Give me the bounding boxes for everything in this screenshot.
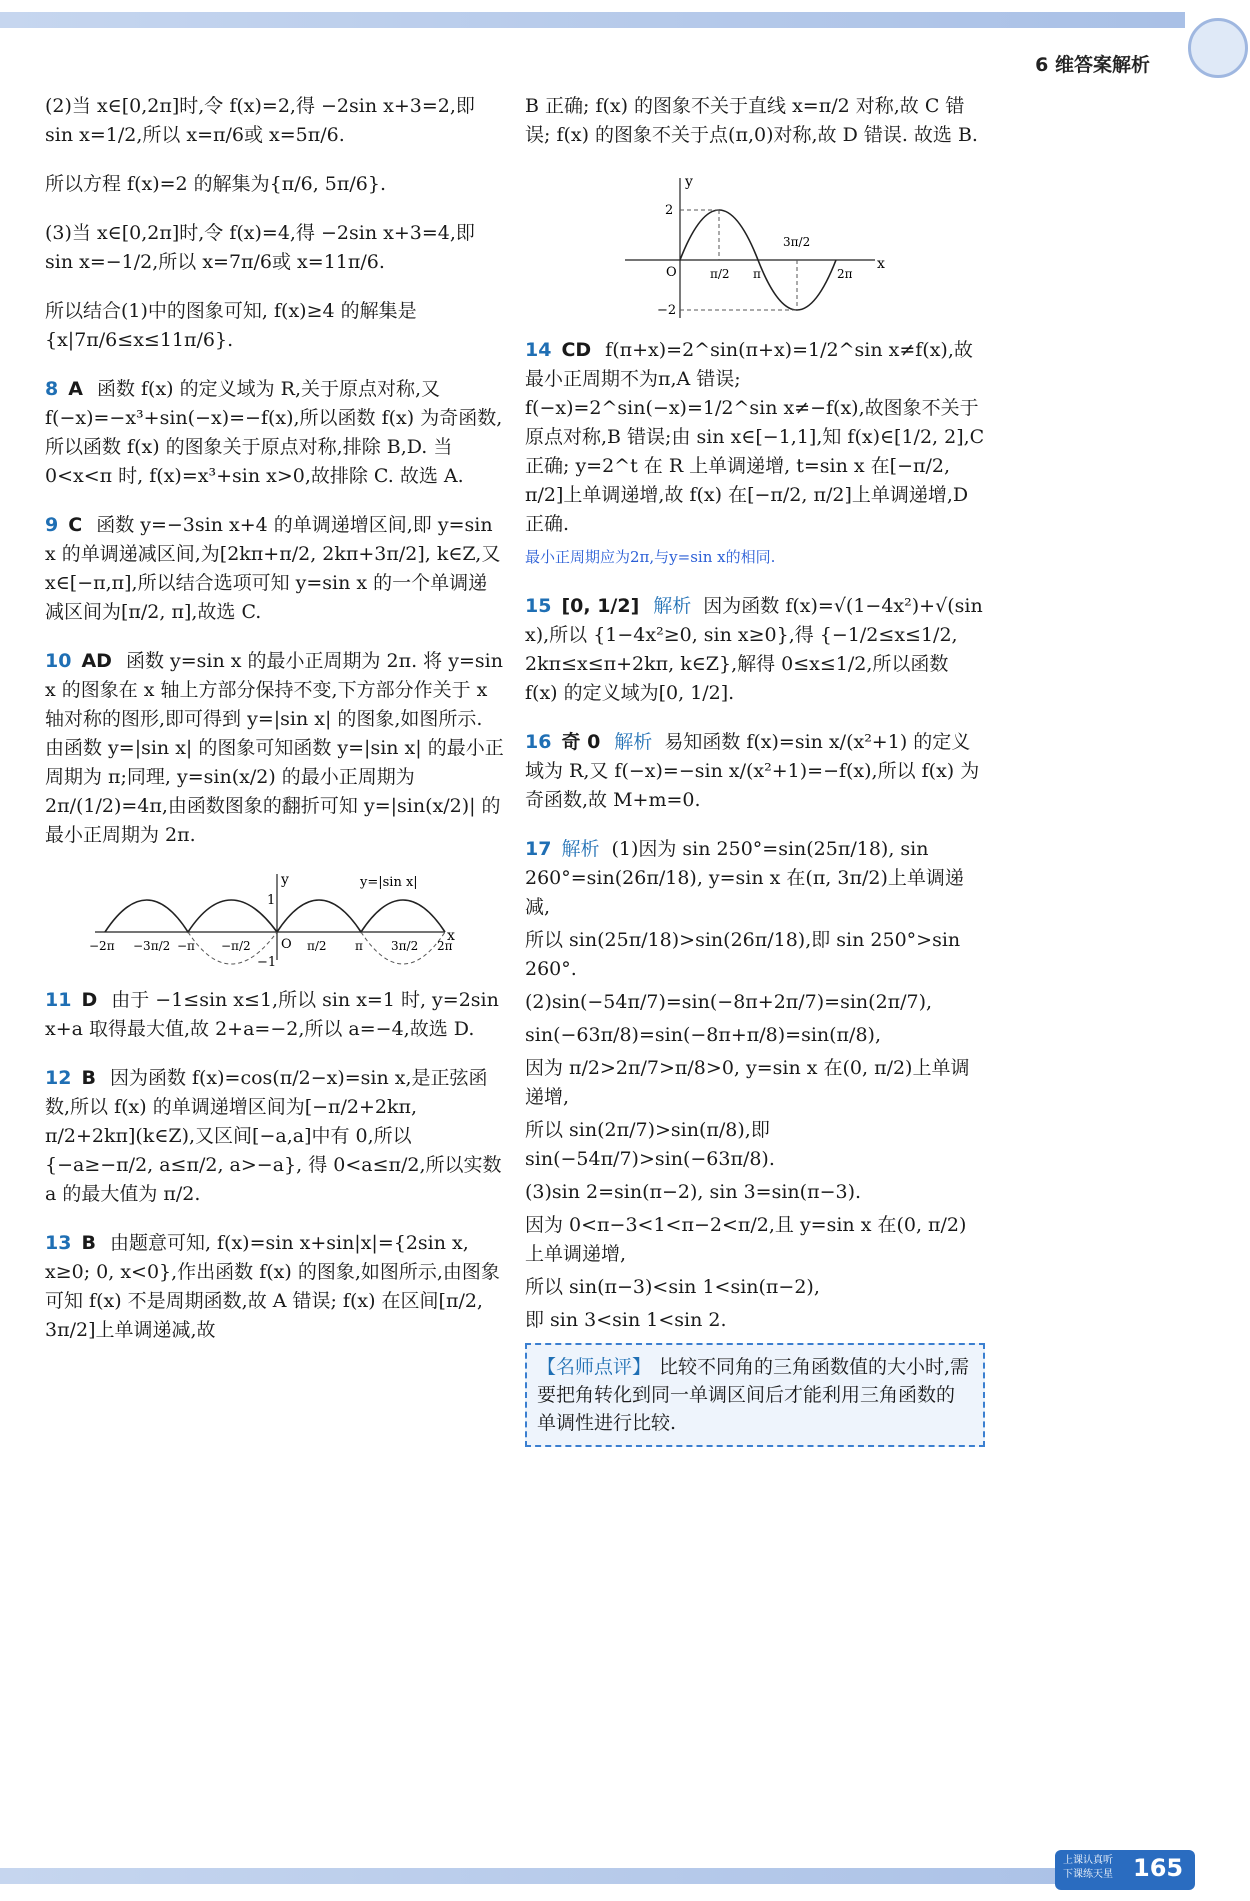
page-number-badge: 上课认真听 下课练天星 165 (1055, 1850, 1195, 1890)
question-17: 17 解析 (1)因为 sin 250°=sin(25π/18), sin 260°=sin(26π/18), y=sin x 在(π, 3π/2)上单调递减, (525, 838, 964, 918)
graph13-y-label: y (685, 174, 693, 190)
question-15: 15 [0, 1/2] 解析 因为函数 f(x)=√(1−4x²)+√(sin x),所以 {1−4x²≥0, sin x≥0},得 {−1/2≤x≤1/2, 2kπ≤x≤π+2kπ, k∈Z},解得 0≤x≤1/2,所以函数 f(x) 的定义域为[0, 1/2]. (525, 595, 983, 704)
question-9: 9 C 函数 y=−3sin x+4 的单调递增区间,即 y=sin x 的单调递减区间,为[2kπ+π/2, 2kπ+3π/2], k∈Z,又 x∈[−π,π],所以结合选项可知 y=sin x 的一个单调递减区间为[π/2, π],故选 C. (45, 514, 501, 623)
graph10-tick: −π (177, 939, 195, 953)
graph10-tick: π/2 (307, 939, 327, 953)
question-8: 8 A 函数 f(x) 的定义域为 R,关于原点对称,又 f(−x)=−x³+sin(−x)=−f(x),所以函数 f(x) 为奇函数,所以函数 f(x) 的图象关于原点对称,排除 B,D. 当 0<x<π 时, f(x)=x³+sin x>0,故排除 C. 故选 A. (45, 378, 503, 487)
abs-sine-graph (45, 870, 505, 970)
part3-solution: 所以结合(1)中的图象可知, f(x)≥4 的解集是{x|7π/6≤x≤11π/6}. (45, 300, 417, 351)
graph13-y2: 2 (665, 203, 674, 218)
q17-line: (2)sin(−54π/7)=sin(−8π+2π/7)=sin(2π/7), (525, 991, 933, 1013)
q17-line: 所以 sin(π−3)<sin 1<sin(π−2), (525, 1276, 820, 1298)
top-decor-bar (0, 12, 1185, 28)
question-12: 12 B 因为函数 f(x)=cos(π/2−x)=sin x,是正弦函数,所以 f(x) 的单调递增区间为[−π/2+2kπ, π/2+2kπ](k∈Z),又区间[−a,a]中有 0,所以 {−a≥−π/2, a≤π/2, a>−a}, 得 0<a≤π/2,所以实数 a 的最大值为 π/2. (45, 1067, 502, 1205)
graph10-tick: 3π/2 (391, 939, 419, 953)
q13-continued: B 正确; f(x) 的图象不关于直线 x=π/2 对称,故 C 错误; f(x) 的图象不关于点(π,0)对称,故 D 错误. 故选 B. (525, 95, 978, 146)
bottom-decor-bar (0, 1868, 1185, 1884)
q17-line: 所以 sin(2π/7)>sin(π/8),即 sin(−54π/7)>sin(−63π/8). (525, 1119, 775, 1170)
graph10-tick: π (355, 939, 363, 953)
part3-text: (3)当 x∈[0,2π]时,令 f(x)=4,得 −2sin x+3=4,即 sin x=−1/2,所以 x=7π/6或 x=11π/6. (45, 222, 475, 273)
graph13-tick: π (753, 267, 761, 281)
graph10-origin: O (281, 937, 292, 952)
graph10-y1: 1 (267, 893, 276, 908)
graph10-tick: −2π (89, 939, 115, 953)
graph10-yn1: −1 (257, 955, 277, 970)
sine-graph-q13 (525, 170, 985, 320)
left-column (45, 92, 505, 1365)
graph10-x-label: x (447, 928, 455, 944)
graph10-tick: −π/2 (221, 939, 251, 953)
graph13-tick: 3π/2 (783, 235, 811, 249)
graph13-x-label: x (877, 256, 885, 272)
graph10-tick: 2π (437, 939, 453, 953)
question-13: 13 B 由题意可知, f(x)=sin x+sin|x|={2sin x, x≥0; 0, x<0},作出函数 f(x) 的图象,如图所示,由图象可知 f(x) 不是周期函数,故 A 错误; f(x) 在区间[π/2, 3π/2]上单调递减,故 (45, 1232, 500, 1341)
question-10: 10 AD 函数 y=sin x 的最小正周期为 2π. 将 y=sin x 的图象在 x 轴上方部分保持不变,下方部分作关于 x 轴对称的图形,即可得到 y=|sin x| 的图象,如图所示. 由函数 y=|sin x| 的图象可知函数 y=|sin x| 的最小正周期为 π;同理, y=sin(x/2) 的最小正周期为 2π/(1/2)=4π,由函数图象的翻折可知 y=|sin(x/2)| 的最小正周期为 2π. (45, 650, 504, 846)
part2-solution: 所以方程 f(x)=2 的解集为{π/6, 5π/6}. (45, 173, 386, 195)
graph13-origin: O (666, 265, 677, 280)
teacher-comment-box: 【名师点评】 比较不同角的三角函数值的大小时,需要把角转化到同一单调区间后才能利用三角函数的单调性进行比较. (525, 1343, 985, 1447)
section-title: 6 维答案解析 (1035, 54, 1150, 76)
graph10-tick: −3π/2 (133, 939, 171, 953)
q17-line: 即 sin 3<sin 1<sin 2. (525, 1309, 727, 1331)
q17-line: sin(−63π/8)=sin(−8π+π/8)=sin(π/8), (525, 1024, 881, 1046)
graph13-tick: π/2 (710, 267, 730, 281)
page-number: 165 (1133, 1854, 1184, 1882)
graph13-tick: 2π (837, 267, 853, 281)
graph13-yn2: −2 (657, 303, 677, 318)
q17-line: 因为 0<π−3<1<π−2<π/2,且 y=sin x 在(0, π/2)上单调递增, (525, 1214, 967, 1265)
q17-line: 所以 sin(25π/18)>sin(26π/18),即 sin 250°>sin 260°. (525, 929, 961, 980)
right-column (525, 92, 985, 1447)
graph10-y-label: y (281, 872, 289, 888)
part2-text: (2)当 x∈[0,2π]时,令 f(x)=2,得 −2sin x+3=2,即 sin x=1/2,所以 x=π/6或 x=5π/6. (45, 95, 475, 146)
q17-line: 因为 π/2>2π/7>π/8>0, y=sin x 在(0, π/2)上单调递增, (525, 1057, 970, 1108)
mascot-icon (1188, 18, 1248, 78)
question-11: 11 D 由于 −1≤sin x≤1,所以 sin x=1 时, y=2sin x+a 取得最大值,故 2+a=−2,所以 a=−4,故选 D. (45, 989, 499, 1040)
graph10-curve-label: y=|sin x| (360, 875, 418, 890)
q17-line: (3)sin 2=sin(π−2), sin 3=sin(π−3). (525, 1181, 862, 1203)
question-16: 16 奇 0 解析 易知函数 f(x)=sin x/(x²+1) 的定义域为 R,又 f(−x)=−sin x/(x²+1)=−f(x),所以 f(x) 为奇函数,故 M+m=0. (525, 731, 980, 811)
handwritten-note: 最小正周期应为2π,与y=sin x的相同. (525, 548, 776, 566)
question-14: 14 CD f(π+x)=2^sin(π+x)=1/2^sin x≠f(x),故最小正周期不为π,A 错误; f(−x)=2^sin(−x)=1/2^sin x≠−f(x),故图象不关于原点对称,B 错误;由 sin x∈[−1,1],知 f(x)∈[1/2, 2],C 正确; y=2^t 在 R 上单调递增, t=sin x 在[−π/2, π/2]上单调递增,故 f(x) 在[−π/2, π/2]上单调递增,D 正确. (525, 339, 985, 535)
